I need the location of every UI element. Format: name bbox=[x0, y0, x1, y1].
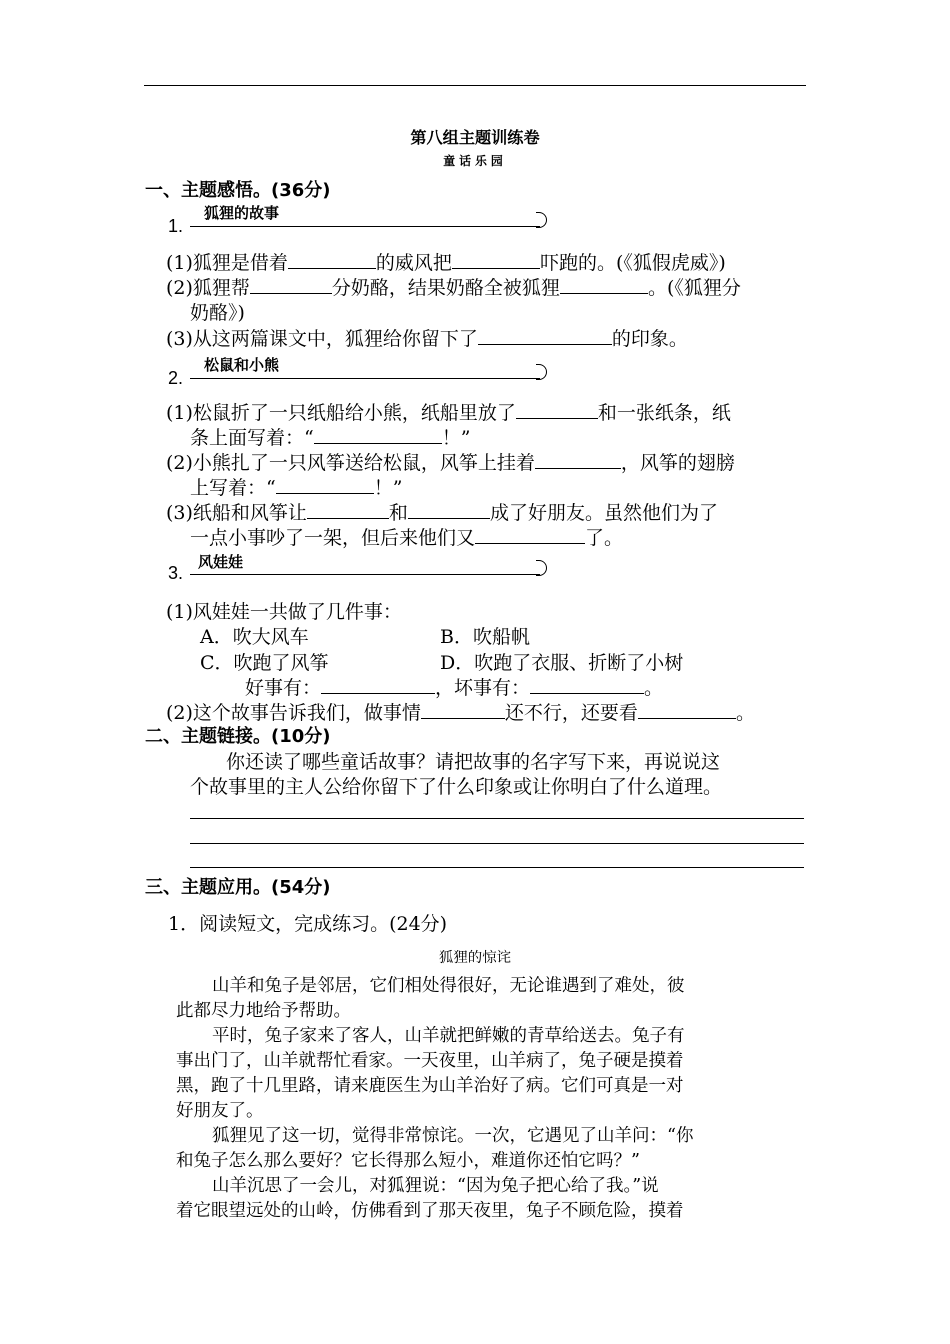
group2-number: 2. bbox=[168, 368, 184, 388]
g3-question1: (1)风娃娃一共做了几件事： bbox=[166, 601, 402, 623]
story-title: 狐狸的惊诧 bbox=[438, 950, 512, 966]
group3-tag-line bbox=[190, 574, 540, 575]
group1-tag: 狐狸的故事 bbox=[204, 204, 280, 222]
answer-blank[interactable] bbox=[478, 326, 612, 345]
page-subtitle: 童话乐园 bbox=[443, 154, 507, 168]
story-line: 狐狸见了这一切，觉得非常惊诧。一次，它遇见了山羊问：“你 bbox=[212, 1126, 694, 1146]
section3-heading: 三、主题应用。(54分) bbox=[145, 877, 331, 898]
page-title: 第八组主题训练卷 bbox=[410, 128, 540, 147]
group1-tag-line bbox=[190, 226, 540, 227]
answer-blank[interactable] bbox=[307, 500, 389, 519]
answer-line[interactable] bbox=[190, 867, 804, 868]
g2-question1-cont: 条上面写着：“ ！” bbox=[190, 427, 471, 449]
section2-line1: 你还读了哪些童话故事？请把故事的名字写下来，再说说这 bbox=[226, 751, 721, 773]
g1-question2-cont: 奶酪》) bbox=[190, 302, 245, 324]
header-rule bbox=[144, 85, 806, 86]
group1-number: 1. bbox=[168, 216, 184, 236]
answer-blank[interactable] bbox=[535, 450, 621, 469]
g2-question2-cont: 上写着：“ ！” bbox=[190, 477, 403, 499]
answer-blank[interactable] bbox=[452, 250, 540, 269]
story-line: 平时，兔子家来了客人，山羊就把鲜嫩的青草给送去。兔子有 bbox=[212, 1026, 685, 1046]
option-d: D．吹跑了衣服、折断了小树 bbox=[440, 652, 684, 674]
answer-blank[interactable] bbox=[560, 275, 648, 294]
answer-blank[interactable] bbox=[530, 675, 644, 694]
answer-blank[interactable] bbox=[408, 500, 490, 519]
answer-line[interactable] bbox=[190, 818, 804, 819]
story-line: 山羊沉思了一会儿，对狐狸说：“因为兔子把心给了我。”说 bbox=[212, 1176, 659, 1196]
option-a: A．吹大风车 bbox=[200, 626, 309, 648]
g3-good-bad: 好事有： ，坏事有： 。 bbox=[245, 677, 664, 699]
story-line: 和兔子怎么那么要好？它长得那么短小，难道你还怕它吗？” bbox=[176, 1151, 640, 1171]
story-line: 此都尽力地给予帮助。 bbox=[176, 1001, 351, 1021]
group1-tag-hook-icon bbox=[536, 212, 547, 228]
group2-tag: 松鼠和小熊 bbox=[204, 356, 280, 374]
g3-question2: (2)这个故事告诉我们，做事情 还不行，还要看 。 bbox=[166, 702, 755, 724]
section2-heading: 二、主题链接。(10分) bbox=[145, 726, 331, 747]
answer-blank[interactable] bbox=[516, 400, 598, 419]
answer-blank[interactable] bbox=[276, 475, 374, 494]
group3-number: 3. bbox=[168, 563, 184, 583]
g2-question1: (1)松鼠折了一只纸船给小熊，纸船里放了 和一张纸条，纸 bbox=[166, 402, 731, 424]
answer-blank[interactable] bbox=[421, 700, 505, 719]
answer-blank[interactable] bbox=[250, 275, 332, 294]
group3-tag-hook-icon bbox=[536, 560, 547, 576]
g2-question2: (2)小熊扎了一只风筝送给松鼠，风筝上挂着 ，风筝的翅膀 bbox=[166, 452, 735, 474]
group2-tag-hook-icon bbox=[536, 364, 547, 380]
group2-tag-line bbox=[190, 378, 540, 379]
answer-blank[interactable] bbox=[475, 525, 585, 544]
g1-question1: (1)狐狸是借着 的威风把 吓跑的。(《狐假虎威》) bbox=[166, 252, 726, 274]
group3-tag: 风娃娃 bbox=[198, 553, 244, 571]
g1-question2: (2)狐狸帮 分奶酪，结果奶酪全被狐狸 。(《狐狸分 bbox=[166, 277, 741, 299]
answer-line[interactable] bbox=[190, 843, 804, 844]
story-line: 山羊和兔子是邻居，它们相处得很好，无论谁遇到了难处，彼 bbox=[212, 976, 685, 996]
g1-question3: (3)从这两篇课文中，狐狸给你留下了 的印象。 bbox=[166, 328, 688, 350]
option-c: C．吹跑了风筝 bbox=[200, 652, 329, 674]
g2-question3-cont: 一点小事吵了一架，但后来他们又 了。 bbox=[190, 527, 624, 549]
story-line: 着它眼望远处的山岭，仿佛看到了那天夜里，兔子不顾危险，摸着 bbox=[176, 1201, 684, 1221]
g2-question3: (3)纸船和风筝让 和 成了好朋友。虽然他们为了 bbox=[166, 502, 718, 524]
story-line: 事出门了，山羊就帮忙看家。一天夜里，山羊病了，兔子硬是摸着 bbox=[176, 1051, 684, 1071]
answer-blank[interactable] bbox=[321, 675, 435, 694]
answer-blank[interactable] bbox=[638, 700, 736, 719]
story-line: 黑，跑了十几里路，请来鹿医生为山羊治好了病。它们可真是一对 bbox=[176, 1076, 684, 1096]
story-line: 好朋友了。 bbox=[176, 1101, 264, 1121]
option-b: B．吹船帆 bbox=[440, 626, 530, 648]
answer-blank[interactable] bbox=[288, 250, 376, 269]
answer-blank[interactable] bbox=[314, 425, 442, 444]
section2-line2: 个故事里的主人公给你留下了什么印象或让你明白了什么道理。 bbox=[190, 776, 723, 798]
section1-heading: 一、主题感悟。(36分) bbox=[145, 180, 331, 201]
section3-question1: 1．阅读短文，完成练习。(24分) bbox=[168, 913, 448, 935]
